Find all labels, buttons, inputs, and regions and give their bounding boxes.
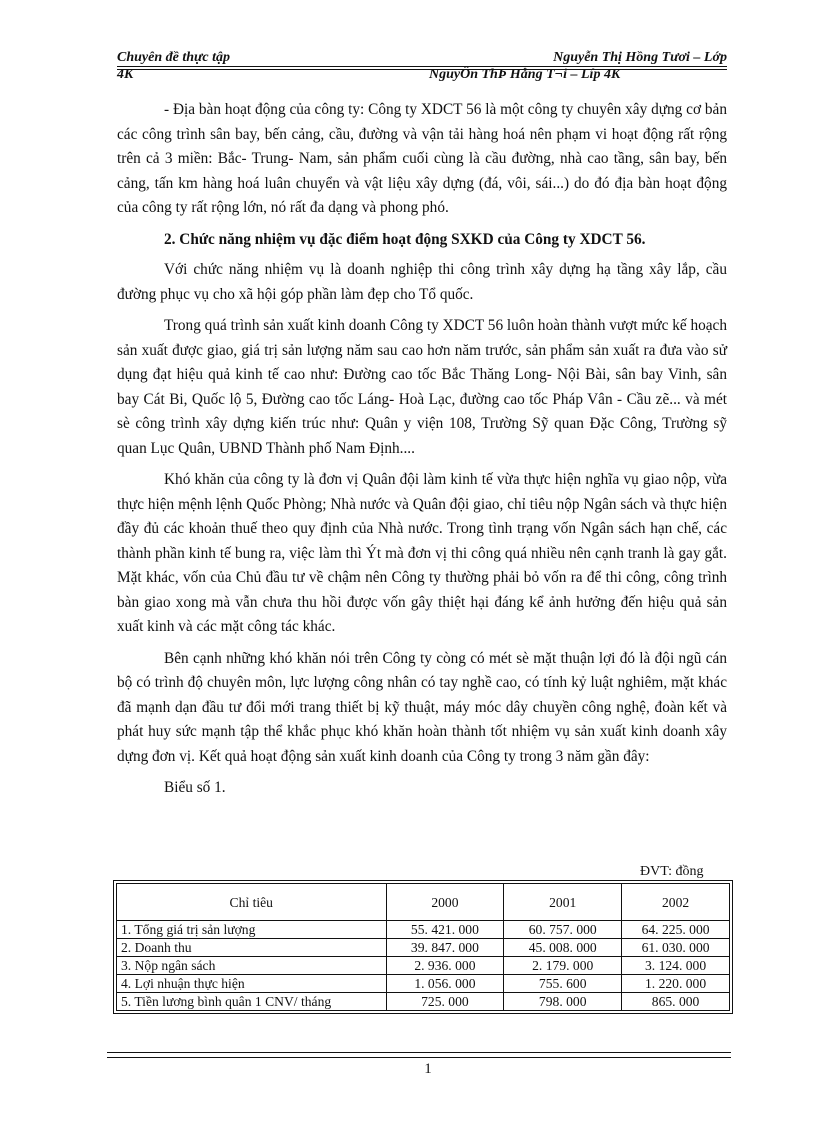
table-row xyxy=(117,957,730,975)
cell-value: 798. 000 xyxy=(504,993,622,1011)
page-number: 1 xyxy=(424,1061,432,1077)
section-heading: 2. Chức năng nhiệm vụ đặc điểm hoạt động SXKD của Công ty XDCT 56. xyxy=(164,230,646,248)
paragraph-function: Với chức năng nhiệm vụ là doanh nghiệp thi công trình xây dựng hạ tầng xây lắp, cầu đường phục vụ cho xã hội góp phần làm đẹp cho Tổ quốc. xyxy=(117,261,727,303)
cell-value: 45. 008. 000 xyxy=(504,939,622,957)
row-label: 3. Nộp ngân sách xyxy=(117,957,387,975)
table-caption: Biểu số 1. xyxy=(164,779,226,796)
footer-rule xyxy=(107,1052,731,1058)
header-year-2000: 2000 xyxy=(386,884,504,921)
paragraph-difficulties: Khó khăn của công ty là đơn vị Quân đội làm kinh tế vừa thực hiện nghĩa vụ giao nộp, vừa thực hiện mệnh lệnh Quốc Phòng; Nhà nước và Quân đội giao, chỉ tiêu nộp Ngân sách và thực hiện đầy đủ các khoản thuế theo quy định của Nhà nước. Trong tình trạng vốn Ngân sách hạn chế, các thành phần kinh tế bung ra, việc làm thì Ýt mà đơn vị thi công quá nhiều nên cạnh tranh là gay gắt. Mặt khác, vốn của Chủ đầu tư về chậm nên Công ty thường phải bỏ vốn ra để thi công, công trình bàn giao xong mà vẫn chưa thu hồi được vốn gây thiệt hại đáng kể ảnh hưởng đến hiệu quả sản xuất kinh và các mặt công tác khác. xyxy=(117,471,727,635)
cell-value: 3. 124. 000 xyxy=(622,957,730,975)
row-label: 4. Lợi nhuận thực hiện xyxy=(117,975,387,993)
cell-value: 64. 225. 000 xyxy=(622,921,730,939)
header-year-2001: 2001 xyxy=(504,884,622,921)
page-header xyxy=(117,50,727,88)
cell-value: 1. 220. 000 xyxy=(622,975,730,993)
header-left: Chuyên đề thực tập xyxy=(117,50,231,65)
table-row xyxy=(117,993,730,1011)
cell-value: 725. 000 xyxy=(386,993,504,1011)
cell-value: 39. 847. 000 xyxy=(386,939,504,957)
cell-value: 2. 936. 000 xyxy=(386,957,504,975)
header-indicator: Chỉ tiêu xyxy=(117,884,387,921)
paragraph-advantages: Bên cạnh những khó khăn nói trên Công ty còng có mét sè mặt thuận lợi đó là đội ngũ cán bộ có trình độ chuyên môn, lực lượng công nhân có tay nghề cao, có tính kỷ luật nghiêm, mặt khác đã mạnh dạn đầu tư đổi mới trang thiết bị kỹ thuật, máy móc dây chuyền công nghệ, đoàn kết và phát huy sức mạnh tập thể khắc phục khó khăn hoàn thành tốt nhiệm vụ sản xuất kinh doanh xây dựng đơn vị. Kết quả hoạt động sản xuất kinh doanh của Công ty trong 3 năm gần đây: xyxy=(117,649,727,765)
results-table xyxy=(116,883,730,1011)
table-header-row xyxy=(117,884,730,921)
paragraph-area: - Địa bàn hoạt động của công ty: Công ty XDCT 56 là một công ty chuyên xây dựng cơ bản các công trình sân bay, bến cảng, cầu, đường và vận tải hàng hoá nên phạm vi hoạt động rất rộng trên cả 3 miền: Bắc- Trung- Nam, sản phẩm cuối cùng là cầu đường, nhà cao tầng, sân bay, bến cảng, tấn km hàng hoá luân chuyển và vật liệu xây dựng (đá, vôi, sái...) do đó địa bàn hoạt động của công ty rất rộng lớn, nó rất đa dạng và phong phó. xyxy=(117,101,727,216)
table-row xyxy=(117,975,730,993)
table-unit: ĐVT: đồng xyxy=(640,864,704,879)
table-row xyxy=(117,939,730,957)
header-rule xyxy=(117,66,727,70)
cell-value: 755. 600 xyxy=(504,975,622,993)
cell-value: 2. 179. 000 xyxy=(504,957,622,975)
row-label: 5. Tiền lương bình quân 1 CNV/ tháng xyxy=(117,993,387,1011)
body-text xyxy=(117,98,727,801)
row-label: 1. Tổng giá trị sản lượng xyxy=(117,921,387,939)
cell-value: 61. 030. 000 xyxy=(622,939,730,957)
cell-value: 55. 421. 000 xyxy=(386,921,504,939)
header-right: Nguyễn Thị Hồng Tươi – Lớp xyxy=(553,50,727,65)
cell-value: 865. 000 xyxy=(622,993,730,1011)
cell-value: 1. 056. 000 xyxy=(386,975,504,993)
paragraph-achievements: Trong quá trình sản xuất kinh doanh Công ty XDCT 56 luôn hoàn thành vượt mức kế hoạch sản xuất được giao, giá trị sản lượng năm sau cao hơn năm trước, sản phẩm sản xuất ra đưa vào sử dụng đạt hiệu quả kinh tế cao như: Đường cao tốc Bắc Thăng Long- Nội Bài, sân bay Vinh, sân bay Cát Bi, Quốc lộ 5, Đường cao tốc Láng- Hoà Lạc, đường cao tốc Pháp Vân - Cầu zẽ... và mét sè công trình xây dựng kiến trúc như: Quân y viện 108, Trường Sỹ quan Đặc Công, Trường sỹ quan Lục Quân, UBND Thành phố Nam Định.... xyxy=(117,317,727,457)
header-center-line2: NguyÔn ThÞ Hång T¬i – Líp 4K xyxy=(429,67,621,82)
row-label: 2. Doanh thu xyxy=(117,939,387,957)
table-row xyxy=(117,921,730,939)
cell-value: 60. 757. 000 xyxy=(504,921,622,939)
header-left-line2: 4K xyxy=(117,67,134,82)
header-year-2002: 2002 xyxy=(622,884,730,921)
